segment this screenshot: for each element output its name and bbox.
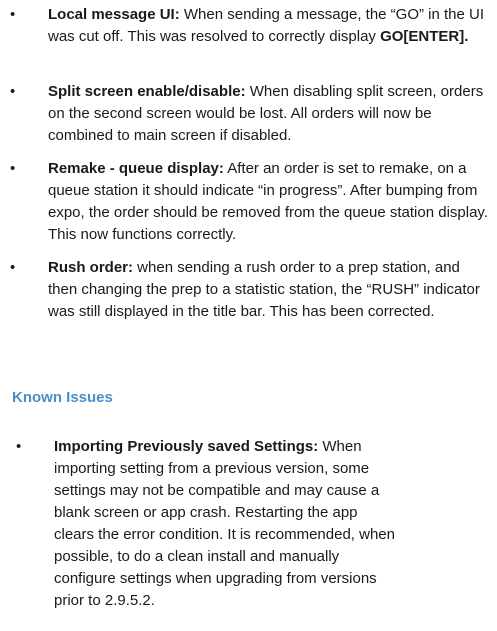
item-text: When importing setting from a previous version, some settings may not be compatible and may cause a blank screen or app crash. Restarting the app clears the error condition. It is recommended, when possible, to do a clean install and manually configure settings when upgrading from versions prior to 2.9.5.2. xyxy=(54,438,395,609)
list-item-importing-settings xyxy=(16,436,399,612)
item-text: After an order is set to remake, on a queue station it should indicate “in progress”. After bumping from expo, the order should be removed from the queue station display. This now functions correctly. xyxy=(48,160,488,243)
known-issues-heading: Known Issues xyxy=(12,389,113,406)
item-text: when sending a rush order to a prep station, and then changing the prep to a statistic station, the “RUSH” indicator was still displayed in the title bar. This has been corrected. xyxy=(48,259,480,320)
item-term: Importing Previously saved Settings: xyxy=(54,438,319,455)
list-item-remake-queue xyxy=(10,158,488,246)
item-term: Rush order: xyxy=(48,259,134,276)
item-text: When sending a message, the “GO” in the UI was cut off. This was resolved to correctly display xyxy=(48,6,485,45)
item-term: Local message UI: xyxy=(48,6,180,23)
item-term: Split screen enable/disable: xyxy=(48,83,246,100)
bullet-icon: • xyxy=(10,160,16,177)
bullet-icon: • xyxy=(16,438,22,455)
item-text: When disabling split screen, orders on the second screen would be lost. All orders will now be combined to main screen if disabled. xyxy=(48,83,484,144)
bullet-icon: • xyxy=(10,6,16,23)
item-term: Remake - queue display: xyxy=(48,160,224,177)
list-item-local-message-ui xyxy=(10,4,488,48)
list-item-split-screen xyxy=(10,81,488,147)
list-item-rush-order xyxy=(10,257,488,323)
bullet-icon: • xyxy=(10,259,16,276)
item-emphasis: GO[ENTER]. xyxy=(380,28,469,45)
bullet-icon: • xyxy=(10,83,16,100)
